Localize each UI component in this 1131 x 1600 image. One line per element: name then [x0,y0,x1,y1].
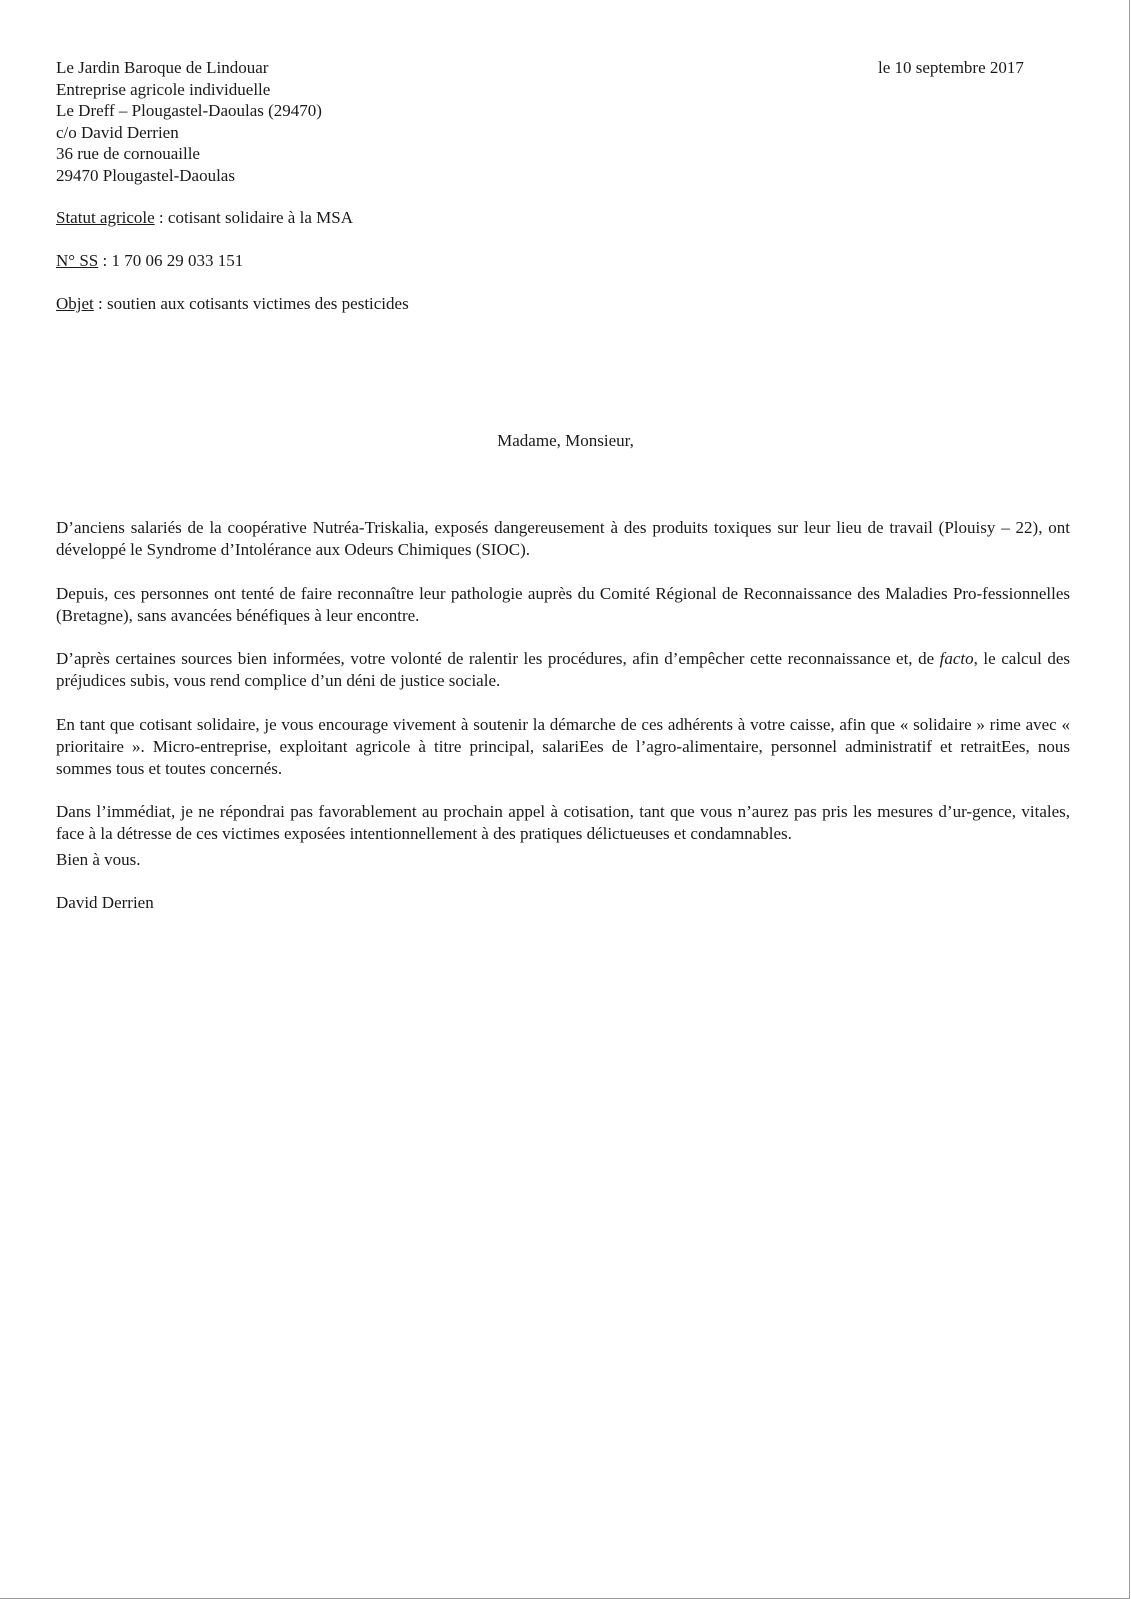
letter-body [56,517,1070,867]
statut-value: : cotisant solidaire à la MSA [154,208,353,227]
sender-name: Le Jardin Baroque de Lindouar [56,58,269,77]
objet-label: Objet [56,294,94,313]
paragraph-3-start: D’après certaines sources bien informées, votre volonté de ralentir les procédures, afin d’empêcher cette reconnaissance et, de [56,649,940,668]
paragraph-1: D’anciens salariés de la coopérative Nutréa-Triskalia, exposés dangereusement à des produits toxiques sur leur lieu de travail (Plouisy – 22), ont développé le Syndrome d’Intolérance aux Odeurs Chimiques (SIOC). [56,518,1070,559]
sender-care-of: c/o David Derrien [56,122,179,142]
sender-location: Le Dreff – Plougastel-Daoulas (29470) [56,101,322,121]
paragraph-5: Dans l’immédiat, je ne répondrai pas favorablement au prochain appel à cotisation, tant que vous n’aurez pas pris les mesures d’ur-gence, vitales, face à la détresse de ces victimes exposées intentionnellement à des pratiques délictueuses et condamnables. [56,802,1070,843]
paragraph-4: En tant que cotisant solidaire, je vous encourage vivement à soutenir la démarche de ces adhérents à votre caisse, afin que « solidaire » rime avec « prioritaire ». Micro-entreprise, exploitant agricole à titre principal, salariEes de l’agro-alimentaire, personnel administratif et retraitEes, nous sommes tous et toutes concernés. [56,714,1070,778]
sender-address-block [56,57,322,187]
paragraph-3 [56,648,1070,692]
salutation: Madame, Monsieur, [497,431,634,450]
paragraph-3-end: , le calcul des préjudices subis, vous rend complice d’un déni de justice sociale. [56,649,1071,690]
sender-company-type: Entreprise agricole individuelle [56,79,271,99]
ss-line [56,250,243,272]
paragraph-3-italic: facto [939,649,974,668]
sender-city: 29470 Plougastel-Daoulas [56,165,235,185]
ss-label: N° SS [56,251,99,270]
signature: David Derrien [56,893,154,912]
objet-value: : soutien aux cotisants victimes des pesticides [93,294,409,313]
statut-label: Statut agricole [56,208,155,227]
objet-line [56,293,409,315]
letter-date: le 10 septembre 2017 [878,58,1024,77]
closing-formula: Bien à vous. [56,850,141,869]
ss-value: : 1 70 06 29 033 151 [98,251,244,270]
paragraph-2: Depuis, ces personnes ont tenté de faire reconnaître leur pathologie auprès du Comité Régional de Reconnaissance des Maladies Pro-fessionnelles (Bretagne), sans avancées bénéfiques à leur encontre. [56,583,1070,625]
sender-street: 36 rue de cornouaille [56,144,200,164]
statut-line [56,207,353,229]
